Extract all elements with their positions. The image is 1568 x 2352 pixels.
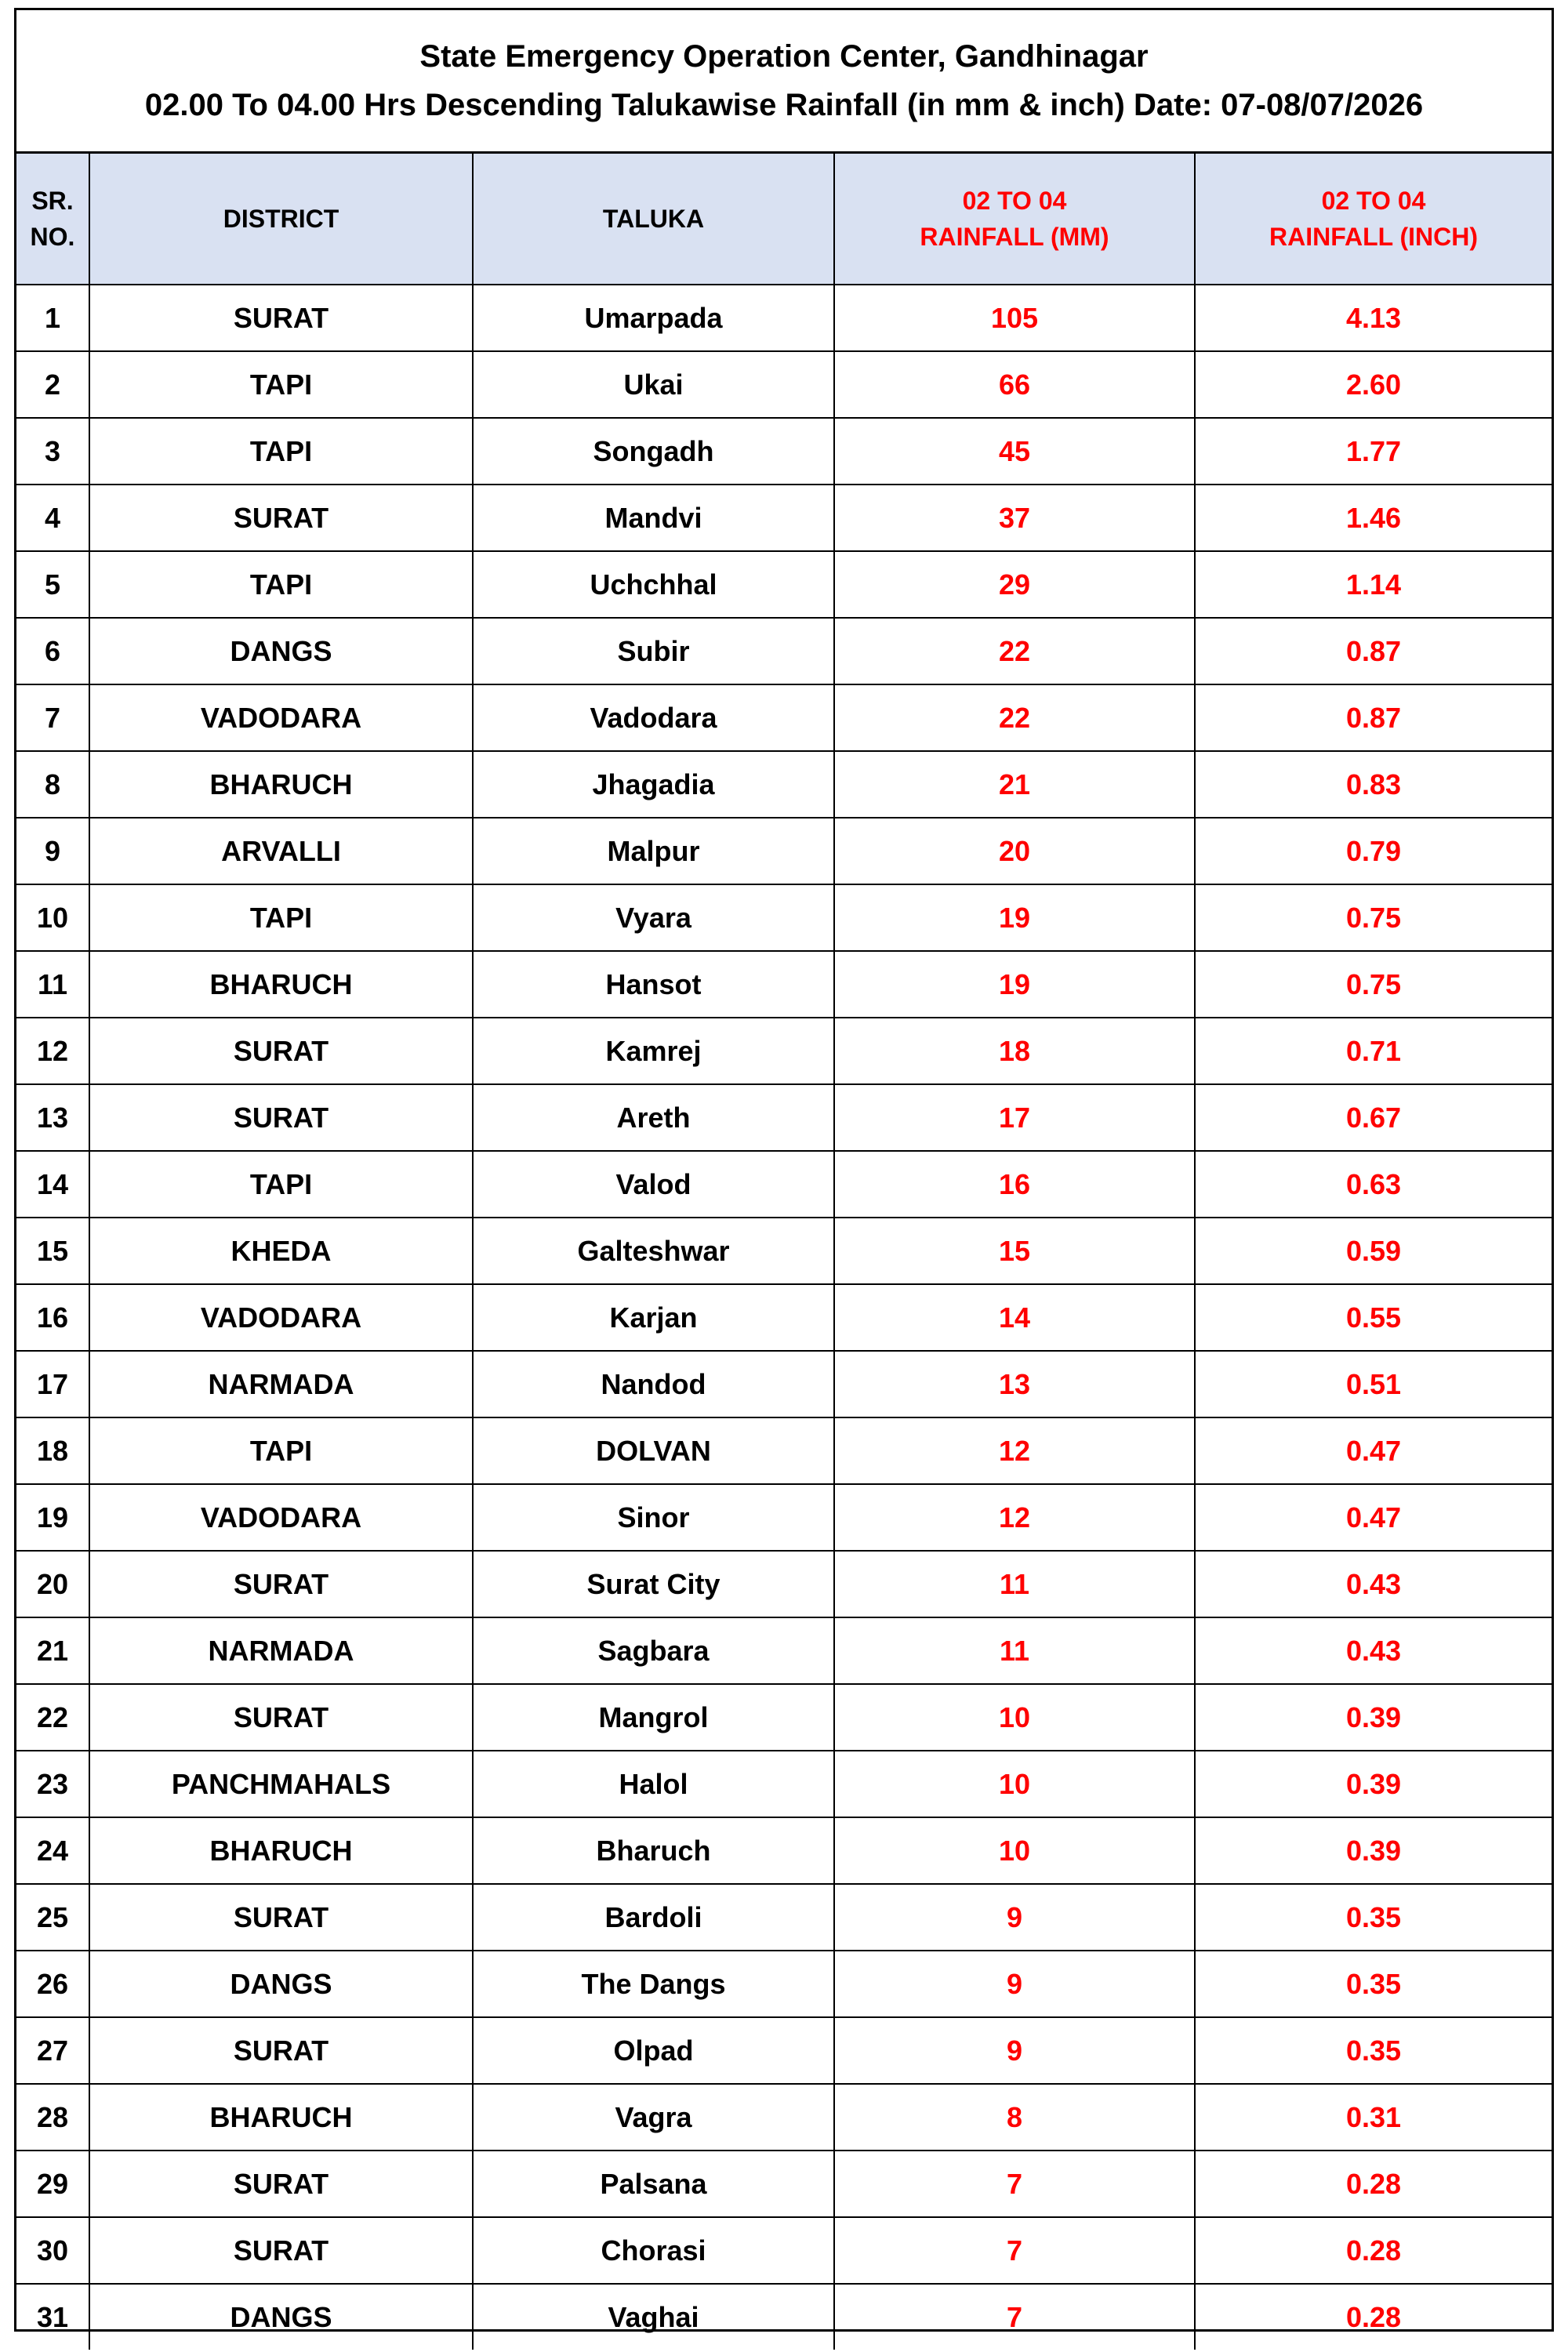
cell-district: SURAT — [89, 2217, 473, 2284]
table-row — [16, 2217, 1552, 2284]
header-sr-line1: SR. — [31, 187, 74, 215]
cell-rainfall-mm: 18 — [834, 1018, 1195, 1084]
cell-sr-no: 24 — [16, 1817, 89, 1884]
cell-district: SURAT — [89, 1551, 473, 1617]
cell-rainfall-inch: 0.59 — [1195, 1218, 1552, 1284]
cell-district: VADODARA — [89, 1284, 473, 1351]
cell-taluka: Valod — [473, 1151, 834, 1218]
table-row — [16, 2151, 1552, 2217]
cell-rainfall-mm: 11 — [834, 1551, 1195, 1617]
cell-district: PANCHMAHALS — [89, 1751, 473, 1817]
table-row — [16, 618, 1552, 684]
table-row — [16, 751, 1552, 818]
cell-district: KHEDA — [89, 1218, 473, 1284]
cell-taluka: Olpad — [473, 2017, 834, 2084]
cell-sr-no: 18 — [16, 1417, 89, 1484]
cell-sr-no: 4 — [16, 485, 89, 551]
cell-rainfall-mm: 29 — [834, 551, 1195, 618]
table-row — [16, 884, 1552, 951]
cell-sr-no: 10 — [16, 884, 89, 951]
table-row — [16, 1417, 1552, 1484]
cell-sr-no: 11 — [16, 951, 89, 1018]
cell-taluka: Vaghai — [473, 2284, 834, 2350]
cell-rainfall-mm: 13 — [834, 1351, 1195, 1417]
cell-rainfall-inch: 1.14 — [1195, 551, 1552, 618]
cell-rainfall-inch: 0.35 — [1195, 2017, 1552, 2084]
cell-taluka: Chorasi — [473, 2217, 834, 2284]
table-row — [16, 684, 1552, 751]
cell-rainfall-inch: 0.39 — [1195, 1751, 1552, 1817]
cell-district: SURAT — [89, 1018, 473, 1084]
cell-rainfall-mm: 22 — [834, 684, 1195, 751]
cell-district: DANGS — [89, 618, 473, 684]
cell-rainfall-inch: 0.35 — [1195, 1884, 1552, 1951]
cell-district: SURAT — [89, 285, 473, 351]
cell-taluka: Bharuch — [473, 1817, 834, 1884]
cell-district: SURAT — [89, 1084, 473, 1151]
cell-sr-no: 31 — [16, 2284, 89, 2350]
table-row — [16, 285, 1552, 351]
table-row — [16, 1617, 1552, 1684]
cell-taluka: Palsana — [473, 2151, 834, 2217]
cell-rainfall-mm: 105 — [834, 285, 1195, 351]
cell-taluka: DOLVAN — [473, 1417, 834, 1484]
cell-taluka: Jhagadia — [473, 751, 834, 818]
cell-taluka: Mandvi — [473, 485, 834, 551]
cell-taluka: Vyara — [473, 884, 834, 951]
cell-district: SURAT — [89, 2151, 473, 2217]
cell-rainfall-inch: 2.60 — [1195, 351, 1552, 418]
cell-district: VADODARA — [89, 1484, 473, 1551]
cell-taluka: Subir — [473, 618, 834, 684]
cell-rainfall-mm: 10 — [834, 1817, 1195, 1884]
table-row — [16, 1884, 1552, 1951]
cell-district: BHARUCH — [89, 1817, 473, 1884]
cell-taluka: Vadodara — [473, 684, 834, 751]
cell-sr-no: 9 — [16, 818, 89, 884]
cell-taluka: Bardoli — [473, 1884, 834, 1951]
report-title-block — [16, 10, 1552, 154]
cell-rainfall-inch: 4.13 — [1195, 285, 1552, 351]
table-row — [16, 351, 1552, 418]
cell-rainfall-mm: 10 — [834, 1684, 1195, 1751]
cell-rainfall-inch: 0.71 — [1195, 1018, 1552, 1084]
cell-district: NARMADA — [89, 1617, 473, 1684]
header-taluka: TALUKA — [473, 154, 834, 285]
table-body — [16, 285, 1552, 2350]
cell-rainfall-mm: 37 — [834, 485, 1195, 551]
cell-rainfall-inch: 1.46 — [1195, 485, 1552, 551]
report-subtitle: 02.00 To 04.00 Hrs Descending Talukawise Rainfall (in mm & inch) Date: 07-08/07/2026 — [144, 88, 1424, 122]
table-row — [16, 2017, 1552, 2084]
cell-taluka: Mangrol — [473, 1684, 834, 1751]
cell-district: TAPI — [89, 351, 473, 418]
rainfall-table — [16, 154, 1552, 2350]
cell-rainfall-inch: 0.67 — [1195, 1084, 1552, 1151]
cell-sr-no: 1 — [16, 285, 89, 351]
cell-taluka: Songadh — [473, 418, 834, 485]
cell-rainfall-mm: 19 — [834, 951, 1195, 1018]
cell-sr-no: 29 — [16, 2151, 89, 2217]
cell-district: DANGS — [89, 2284, 473, 2350]
cell-taluka: Nandod — [473, 1351, 834, 1417]
cell-rainfall-inch: 0.51 — [1195, 1351, 1552, 1417]
cell-sr-no: 6 — [16, 618, 89, 684]
cell-rainfall-mm: 22 — [834, 618, 1195, 684]
cell-taluka: Kamrej — [473, 1018, 834, 1084]
cell-rainfall-inch: 0.28 — [1195, 2217, 1552, 2284]
cell-rainfall-mm: 16 — [834, 1151, 1195, 1218]
cell-rainfall-inch: 0.28 — [1195, 2151, 1552, 2217]
cell-district: NARMADA — [89, 1351, 473, 1417]
cell-district: DANGS — [89, 1951, 473, 2017]
report-title: State Emergency Operation Center, Gandhinagar — [419, 39, 1149, 74]
cell-rainfall-inch: 0.47 — [1195, 1417, 1552, 1484]
header-rainfall-inch — [1195, 154, 1552, 285]
cell-rainfall-inch: 0.87 — [1195, 618, 1552, 684]
cell-sr-no: 27 — [16, 2017, 89, 2084]
cell-rainfall-inch: 0.79 — [1195, 818, 1552, 884]
cell-district: TAPI — [89, 551, 473, 618]
table-row — [16, 2284, 1552, 2350]
table-row — [16, 485, 1552, 551]
cell-taluka: Surat City — [473, 1551, 834, 1617]
cell-sr-no: 21 — [16, 1617, 89, 1684]
table-row — [16, 951, 1552, 1018]
cell-sr-no: 14 — [16, 1151, 89, 1218]
cell-sr-no: 16 — [16, 1284, 89, 1351]
table-row — [16, 1551, 1552, 1617]
cell-taluka: The Dangs — [473, 1951, 834, 2017]
cell-rainfall-inch: 0.63 — [1195, 1151, 1552, 1218]
header-mm-line2: RAINFALL (MM) — [920, 223, 1109, 251]
cell-taluka: Sinor — [473, 1484, 834, 1551]
cell-rainfall-mm: 45 — [834, 418, 1195, 485]
cell-rainfall-inch: 0.31 — [1195, 2084, 1552, 2151]
cell-rainfall-mm: 17 — [834, 1084, 1195, 1151]
header-inch-line1: 02 TO 04 — [1321, 187, 1426, 215]
cell-rainfall-mm: 9 — [834, 1884, 1195, 1951]
cell-sr-no: 12 — [16, 1018, 89, 1084]
table-row — [16, 1018, 1552, 1084]
cell-sr-no: 2 — [16, 351, 89, 418]
cell-sr-no: 23 — [16, 1751, 89, 1817]
table-row — [16, 1751, 1552, 1817]
cell-district: ARVALLI — [89, 818, 473, 884]
cell-sr-no: 15 — [16, 1218, 89, 1284]
cell-taluka: Malpur — [473, 818, 834, 884]
cell-taluka: Ukai — [473, 351, 834, 418]
table-row — [16, 1684, 1552, 1751]
cell-sr-no: 22 — [16, 1684, 89, 1751]
cell-rainfall-mm: 15 — [834, 1218, 1195, 1284]
cell-rainfall-mm: 8 — [834, 2084, 1195, 2151]
table-row — [16, 818, 1552, 884]
cell-district: SURAT — [89, 1884, 473, 1951]
cell-rainfall-mm: 19 — [834, 884, 1195, 951]
cell-district: BHARUCH — [89, 951, 473, 1018]
cell-district: SURAT — [89, 1684, 473, 1751]
cell-rainfall-mm: 14 — [834, 1284, 1195, 1351]
header-inch-line2: RAINFALL (INCH) — [1269, 223, 1479, 251]
cell-sr-no: 5 — [16, 551, 89, 618]
cell-district: TAPI — [89, 418, 473, 485]
cell-sr-no: 25 — [16, 1884, 89, 1951]
table-row — [16, 1951, 1552, 2017]
cell-sr-no: 7 — [16, 684, 89, 751]
table-row — [16, 1817, 1552, 1884]
cell-sr-no: 13 — [16, 1084, 89, 1151]
cell-taluka: Galteshwar — [473, 1218, 834, 1284]
cell-rainfall-inch: 0.75 — [1195, 951, 1552, 1018]
cell-rainfall-mm: 12 — [834, 1484, 1195, 1551]
cell-rainfall-inch: 0.75 — [1195, 884, 1552, 951]
cell-sr-no: 30 — [16, 2217, 89, 2284]
cell-rainfall-mm: 9 — [834, 1951, 1195, 2017]
table-row — [16, 1284, 1552, 1351]
table-row — [16, 1218, 1552, 1284]
cell-district: BHARUCH — [89, 751, 473, 818]
cell-rainfall-inch: 0.35 — [1195, 1951, 1552, 2017]
header-rainfall-mm — [834, 154, 1195, 285]
cell-rainfall-mm: 10 — [834, 1751, 1195, 1817]
cell-district: VADODARA — [89, 684, 473, 751]
cell-rainfall-inch: 0.43 — [1195, 1551, 1552, 1617]
cell-taluka: Umarpada — [473, 285, 834, 351]
cell-district: SURAT — [89, 485, 473, 551]
cell-rainfall-mm: 9 — [834, 2017, 1195, 2084]
cell-taluka: Vagra — [473, 2084, 834, 2151]
table-row — [16, 2084, 1552, 2151]
cell-district: SURAT — [89, 2017, 473, 2084]
cell-sr-no: 17 — [16, 1351, 89, 1417]
cell-sr-no: 28 — [16, 2084, 89, 2151]
cell-rainfall-mm: 12 — [834, 1417, 1195, 1484]
cell-rainfall-inch: 0.83 — [1195, 751, 1552, 818]
cell-sr-no: 19 — [16, 1484, 89, 1551]
cell-district: TAPI — [89, 884, 473, 951]
cell-rainfall-inch: 1.77 — [1195, 418, 1552, 485]
cell-rainfall-mm: 66 — [834, 351, 1195, 418]
cell-rainfall-mm: 21 — [834, 751, 1195, 818]
table-row — [16, 551, 1552, 618]
cell-district: TAPI — [89, 1417, 473, 1484]
table-row — [16, 1084, 1552, 1151]
table-row — [16, 1484, 1552, 1551]
cell-taluka: Uchchhal — [473, 551, 834, 618]
cell-rainfall-inch: 0.47 — [1195, 1484, 1552, 1551]
cell-sr-no: 20 — [16, 1551, 89, 1617]
cell-rainfall-mm: 7 — [834, 2284, 1195, 2350]
cell-rainfall-mm: 11 — [834, 1617, 1195, 1684]
cell-rainfall-inch: 0.55 — [1195, 1284, 1552, 1351]
table-row — [16, 1351, 1552, 1417]
cell-rainfall-mm: 20 — [834, 818, 1195, 884]
cell-sr-no: 3 — [16, 418, 89, 485]
header-mm-line1: 02 TO 04 — [962, 187, 1067, 215]
cell-sr-no: 8 — [16, 751, 89, 818]
cell-rainfall-inch: 0.39 — [1195, 1684, 1552, 1751]
cell-taluka: Hansot — [473, 951, 834, 1018]
cell-rainfall-inch: 0.43 — [1195, 1617, 1552, 1684]
header-sr-line2: NO. — [30, 223, 75, 251]
cell-taluka: Halol — [473, 1751, 834, 1817]
cell-rainfall-inch: 0.87 — [1195, 684, 1552, 751]
cell-district: TAPI — [89, 1151, 473, 1218]
cell-rainfall-inch: 0.39 — [1195, 1817, 1552, 1884]
table-row — [16, 418, 1552, 485]
cell-taluka: Areth — [473, 1084, 834, 1151]
header-district: DISTRICT — [89, 154, 473, 285]
cell-rainfall-inch: 0.28 — [1195, 2284, 1552, 2350]
cell-taluka: Karjan — [473, 1284, 834, 1351]
cell-sr-no: 26 — [16, 1951, 89, 2017]
cell-rainfall-mm: 7 — [834, 2151, 1195, 2217]
table-row — [16, 1151, 1552, 1218]
table-header-row — [16, 154, 1552, 285]
header-sr-no — [16, 154, 89, 285]
cell-district: BHARUCH — [89, 2084, 473, 2151]
cell-taluka: Sagbara — [473, 1617, 834, 1684]
report-frame — [14, 8, 1554, 2332]
cell-rainfall-mm: 7 — [834, 2217, 1195, 2284]
